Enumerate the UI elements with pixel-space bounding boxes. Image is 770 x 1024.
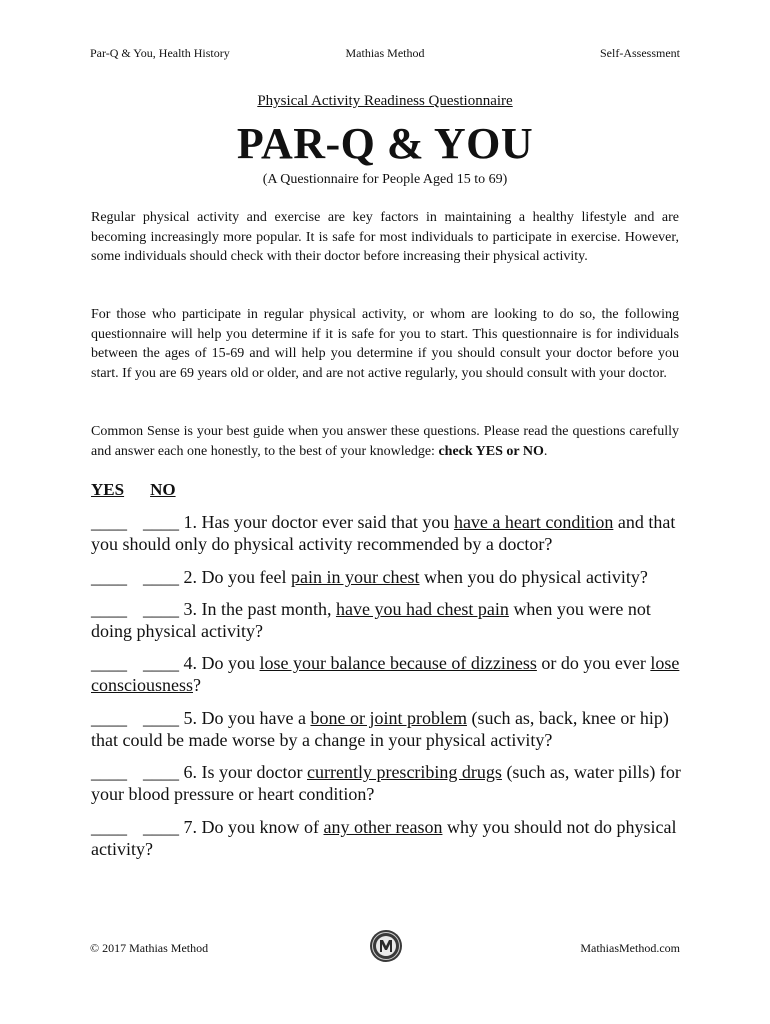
question-key-phrase: any other reason [323, 817, 443, 837]
yes-blank[interactable]: ____ [91, 599, 127, 619]
header-left: Par-Q & You, Health History [90, 46, 230, 60]
page-footer [90, 939, 680, 959]
header-center: Mathias Method [345, 46, 425, 60]
question-text-end: (such as, back, knee or hip) that could be made worse by a change in your physical activity? [91, 708, 669, 750]
no-blank[interactable]: ____ [143, 817, 179, 837]
question-text-end: and that you should only do physical activity recommended by a doctor? [91, 512, 676, 554]
document-tagline: (A Questionnaire for People Aged 15 to 69) [262, 172, 508, 187]
question-2 [91, 566, 691, 588]
yes-header: YES [91, 480, 125, 499]
question-6 [91, 761, 691, 805]
question-text: 7. Do you know of [183, 817, 324, 837]
question-text: 1. Has your doctor ever said that you [183, 512, 454, 532]
no-header: NO [150, 480, 176, 499]
question-3 [91, 598, 691, 642]
question-text-end: (such as, water pills) for your blood pressure or heart condition? [91, 762, 681, 804]
question-1 [91, 511, 691, 555]
question-text-mid: or do you ever [536, 653, 651, 673]
no-blank[interactable]: ____ [143, 708, 179, 728]
question-5 [91, 707, 691, 751]
question-text-end: ? [193, 675, 201, 695]
instructions-text: Common Sense is your best guide when you answer these questions. Please read the questions carefully and answer each one honestly, to the best of your knowledge: [91, 424, 679, 459]
no-blank[interactable]: ____ [143, 512, 179, 532]
document-title: PAR-Q & YOU [236, 119, 534, 168]
intro-paragraph-1: Regular physical activity and exercise are key factors in maintaining a healthy lifestyle and are becoming increasingly more popular. It is safe for most individuals to participate in exercise. However, some individuals should check with their doctor before increasing their physical activity. [91, 210, 679, 264]
instructions-bold: check YES or NO [438, 443, 544, 459]
question-text: 6. Is your doctor [183, 762, 307, 782]
no-blank[interactable]: ____ [143, 653, 179, 673]
instructions-end: . [543, 443, 548, 459]
mathias-method-seal-icon [369, 929, 403, 963]
question-key-phrase-2: lose consciousness [91, 653, 680, 695]
yes-blank[interactable]: ____ [91, 762, 127, 782]
header-right: Self-Assessment [600, 46, 680, 60]
question-key-phrase: currently prescribing drugs [306, 762, 502, 782]
question-key-phrase: lose your balance because of dizziness [259, 653, 537, 673]
answer-column-headers [91, 480, 176, 500]
no-blank[interactable]: ____ [143, 599, 179, 619]
intro-paragraph-3 [91, 422, 679, 461]
document-subtitle: Physical Activity Readiness Questionnaire [257, 93, 513, 109]
page-header [90, 46, 680, 62]
no-blank[interactable]: ____ [143, 762, 179, 782]
yes-blank[interactable]: ____ [91, 567, 127, 587]
question-text-end: why you should not do physical activity? [91, 817, 677, 859]
footer-website: MathiasMethod.com [580, 941, 680, 955]
question-key-phrase: have a heart condition [453, 512, 614, 532]
footer-copyright: © 2017 Mathias Method [90, 941, 209, 955]
question-4 [91, 652, 691, 696]
question-7 [91, 816, 691, 860]
yes-blank[interactable]: ____ [91, 708, 127, 728]
yes-blank[interactable]: ____ [91, 653, 127, 673]
question-text: 5. Do you have a [183, 708, 311, 728]
intro-paragraph-2: For those who participate in regular physical activity, or whom are looking to do so, the following questionnaire will help you determine if it is safe for you to start. This questionnaire is for individuals between the ages of 15-69 and will help you determine if you should consult your doctor before you start. If you are 69 years old or older, and are not active regularly, you should consult with your doctor. [91, 307, 679, 381]
question-text: 3. In the past month, [183, 599, 336, 619]
question-key-phrase: have you had chest pain [335, 599, 509, 619]
yes-blank[interactable]: ____ [91, 817, 127, 837]
question-text: 4. Do you [183, 653, 260, 673]
yes-blank[interactable]: ____ [91, 512, 127, 532]
question-text-end: when you do physical activity? [419, 567, 648, 587]
question-key-phrase: pain in your chest [290, 567, 420, 587]
question-text-end: when you were not doing physical activity? [91, 599, 651, 641]
question-text: 2. Do you feel [183, 567, 291, 587]
no-blank[interactable]: ____ [143, 567, 179, 587]
question-key-phrase: bone or joint problem [310, 708, 467, 728]
